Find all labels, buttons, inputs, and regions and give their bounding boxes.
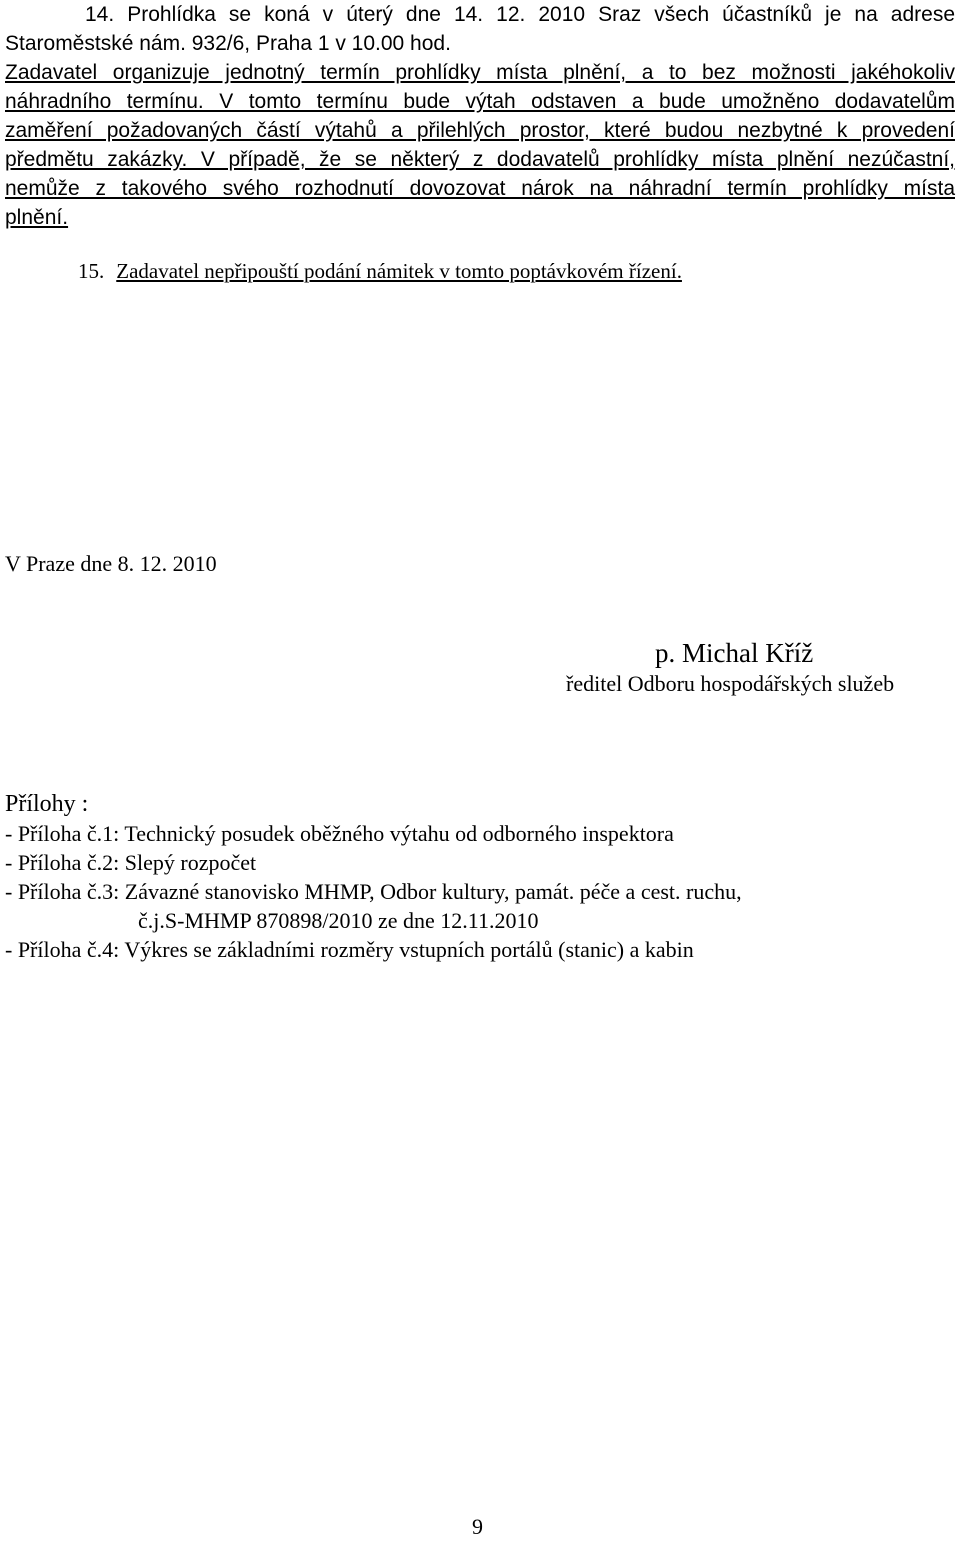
section-15-paragraph xyxy=(78,257,682,286)
attachment-item: - Příloha č.4: Výkres se základními rozměry vstupních portálů (stanic) a kabin xyxy=(5,937,694,962)
attachment-item: - Příloha č.2: Slepý rozpočet xyxy=(5,850,257,875)
attachment-item: - Příloha č.3: Závazné stanovisko MHMP, Odbor kultury, památ. péče a cest. ruchu, xyxy=(5,879,742,904)
attachments-heading: Přílohy : xyxy=(5,791,89,817)
section-14-line: nemůže z takového svého rozhodnutí dovozovat nárok na náhradní termín prohlídky místa xyxy=(5,177,955,200)
section-14-line: náhradního termínu. V tomto termínu bude výtah odstaven a bude umožněno dodavatelům xyxy=(5,90,955,113)
section-14-line: 14. Prohlídka se koná v úterý dne 14. 12. 2010 Sraz všech účastníků je na adrese xyxy=(85,3,955,26)
section-14-paragraph xyxy=(5,0,955,232)
page-number: 9 xyxy=(472,1514,483,1539)
section-14-line: předmětu zakázky. V případě, že se některý z dodavatelů prohlídky místa plnění nezúčastní, xyxy=(5,148,955,171)
signatory-title: ředitel Odboru hospodářských služeb xyxy=(566,671,895,696)
place-and-date: V Praze dne 8. 12. 2010 xyxy=(5,551,217,576)
section-15-number: 15. xyxy=(78,259,105,283)
attachments-list xyxy=(5,819,742,964)
section-14-line: plnění. xyxy=(5,206,69,229)
attachment-item-continuation: č.j.S-MHMP 870898/2010 ze dne 12.11.2010 xyxy=(138,908,539,933)
section-14-line: Staroměstské nám. 932/6, Praha 1 v 10.00 hod. xyxy=(5,32,451,55)
section-14-line: Zadavatel organizuje jednotný termín prohlídky místa plnění, a to bez možnosti jakéhokoliv xyxy=(5,61,955,84)
signatory-name: p. Michal Kříž xyxy=(655,638,814,668)
section-15-text: Zadavatel nepřipouští podání námitek v tomto poptávkovém řízení. xyxy=(116,259,682,283)
section-14-line: zaměření požadovaných částí výtahů a přilehlých prostor, které budou nezbytné k provedení xyxy=(5,119,955,142)
attachment-item: - Příloha č.1: Technický posudek oběžného výtahu od odborného inspektora xyxy=(5,821,674,846)
